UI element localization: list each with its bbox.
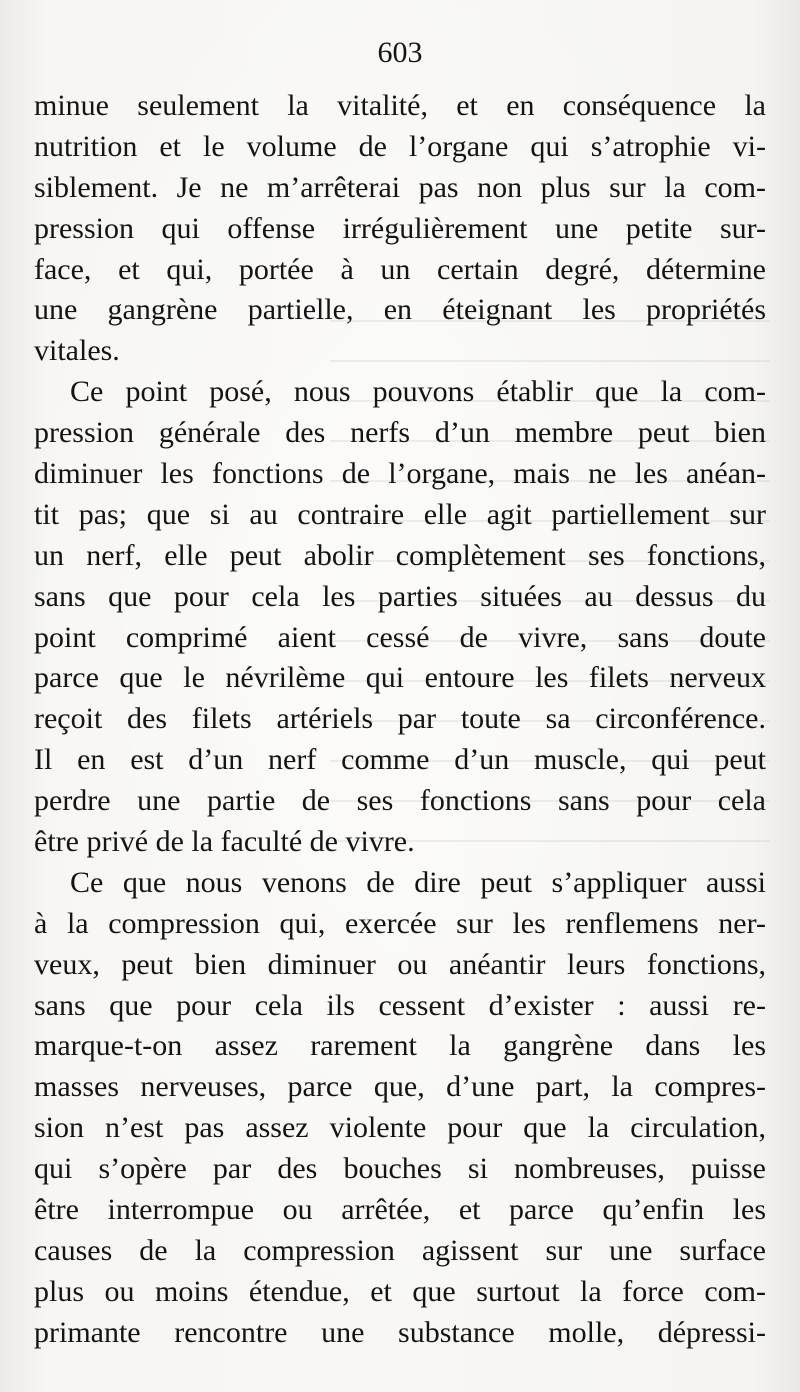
text-line: tit pas; que si au contraire elle agit partiellement sur — [34, 497, 766, 531]
text-line: minue seulement la vitalité, et en conséquence la — [34, 89, 766, 122]
text-line: marque-t-on assez rarement la gangrène dans les — [34, 1029, 766, 1063]
page-number: 603 — [377, 36, 423, 69]
text-line: sion n’est pas assez violente pour que la circulation, — [34, 1111, 766, 1145]
text-line: une gangrène partielle, en éteignant les propriétés — [34, 293, 766, 327]
text-line: perdre une partie de ses fonctions sans pour cela — [34, 784, 766, 818]
text-line: un nerf, elle peut abolir complètement ses fonctions, — [34, 538, 766, 572]
text-line: Ce que nous venons de dire peut s’appliquer aussi — [70, 865, 766, 899]
text-line: reçoit des filets artériels par toute sa circonférence. — [34, 702, 766, 736]
text-line: veux, peut bien diminuer ou anéantir leurs fonctions, — [34, 947, 766, 981]
body-text — [34, 86, 766, 1354]
text-line: sans que pour cela les parties situées au dessus du — [34, 579, 766, 613]
text-line: vitales. — [34, 334, 120, 368]
text-line: causes de la compression agissent sur une surface — [34, 1233, 766, 1267]
text-line: face, et qui, portée à un certain degré, détermine — [34, 252, 766, 286]
text-line: pression générale des nerfs d’un membre peut bien — [34, 416, 766, 450]
text-line: nutrition et le volume de l’organe qui s’atrophie vi- — [34, 129, 766, 163]
text-line: sans que pour cela ils cessent d’exister : aussi re- — [34, 988, 766, 1022]
text-line: qui s’opère par des bouches si nombreuses, puisse — [34, 1152, 766, 1186]
text-line: primante rencontre une substance molle, dépressi- — [34, 1315, 766, 1349]
text-line: point comprimé aient cessé de vivre, sans doute — [34, 620, 766, 654]
text-line: Ce point posé, nous pouvons établir que la com- — [70, 375, 766, 409]
text-line: Il en est d’un nerf comme d’un muscle, qui peut — [34, 743, 766, 777]
text-line: parce que le névrilème qui entoure les filets nerveux — [34, 661, 766, 695]
text-line: diminuer les fonctions de l’organe, mais ne les anéan- — [34, 457, 766, 491]
text-line: siblement. Je ne m’arrêterai pas non plus sur la com- — [34, 170, 766, 204]
text-line: masses nerveuses, parce que, d’une part, la compres- — [34, 1070, 766, 1104]
text-line: à la compression qui, exercée sur les renflemens ner- — [34, 906, 766, 940]
text-line: plus ou moins étendue, et que surtout la force com- — [34, 1274, 766, 1308]
text-line: être interrompue ou arrêtée, et parce qu’enfin les — [34, 1193, 766, 1227]
text-line: être privé de la faculté de vivre. — [34, 825, 415, 859]
text-line: pression qui offense irrégulièrement une petite sur- — [34, 211, 766, 245]
